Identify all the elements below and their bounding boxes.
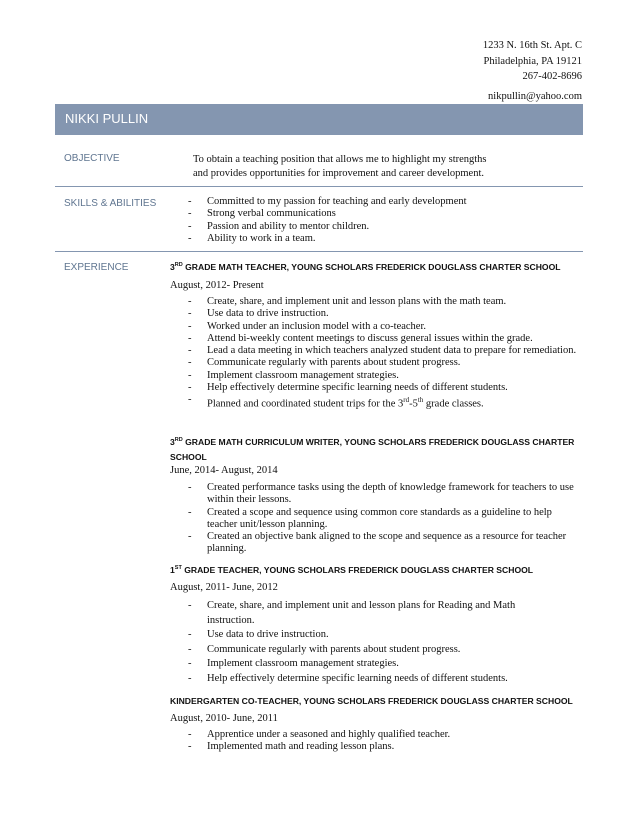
job-dates: August, 2011- June, 2012 bbox=[170, 582, 278, 593]
job-dates: August, 2010- June, 2011 bbox=[170, 713, 278, 724]
job-bullet: - Communicate regularly with parents about student progress. bbox=[188, 643, 528, 658]
job-bullet: - Created a scope and sequence using common core standards as a guideline to help teacher unit/lesson planning. bbox=[188, 507, 583, 532]
job-bullet: - Create, share, and implement unit and lesson plans with the math team. bbox=[188, 296, 583, 308]
job-title-number: 3 bbox=[170, 262, 175, 272]
skill-item: - Strong verbal communications bbox=[188, 208, 467, 220]
job-title bbox=[170, 433, 575, 465]
phone: 267-402-8696 bbox=[522, 71, 582, 82]
bullet-text: Planned and coordinated student trips for the 3 bbox=[207, 398, 404, 410]
job-bullets bbox=[188, 482, 583, 556]
job-bullet: - Created an objective bank aligned to the scope and sequence as a resource for teacher planning. bbox=[188, 531, 583, 556]
job-bullet: - Help effectively determine specific learning needs of different students. bbox=[188, 382, 583, 394]
objective-text bbox=[193, 153, 487, 181]
job-title-text: GRADE TEACHER, YOUNG SCHOLARS FREDERICK DOUGLASS CHARTER SCHOOL bbox=[181, 565, 534, 575]
skill-item: - Ability to work in a team. bbox=[188, 233, 467, 245]
job-bullets bbox=[188, 598, 528, 686]
experience-label: EXPERIENCE bbox=[64, 262, 129, 273]
contact-block bbox=[483, 38, 582, 104]
candidate-name: NIKKI PULLIN bbox=[65, 111, 149, 126]
section-divider bbox=[55, 186, 583, 187]
name-banner bbox=[55, 104, 583, 135]
job-bullet: - Use data to drive instruction. bbox=[188, 308, 583, 320]
objective-line-2: and provides opportunities for improvement and career development. bbox=[193, 168, 484, 179]
objective-label: OBJECTIVE bbox=[64, 153, 120, 164]
job-title: KINDERGARTEN CO-TEACHER, YOUNG SCHOLARS FREDERICK DOUGLASS CHARTER SCHOOL bbox=[170, 696, 573, 706]
job-bullet: - Apprentice under a seasoned and highly qualified teacher. bbox=[188, 729, 583, 741]
skill-item: - Passion and ability to mentor children. bbox=[188, 221, 467, 233]
skill-item: - Committed to my passion for teaching and early development bbox=[188, 196, 467, 208]
job-title-text: GRADE MATH CURRICULUM WRITER, YOUNG SCHOLARS FREDERICK DOUGLASS CHARTER SCHOOL bbox=[170, 436, 575, 462]
bullet-text: -5 bbox=[409, 398, 418, 410]
email: nikpullin@yahoo.com bbox=[488, 90, 582, 102]
job-title-text: GRADE MATH TEACHER, YOUNG SCHOLARS FREDERICK DOUGLASS CHARTER SCHOOL bbox=[182, 262, 561, 272]
job-title-number: 3 bbox=[170, 436, 175, 447]
job-dates: August, 2012- Present bbox=[170, 280, 264, 291]
job-bullet: - Implemented math and reading lesson plans. bbox=[188, 741, 583, 753]
job-bullet: - Lead a data meeting in which teachers analyzed student data to prepare for remediation. bbox=[188, 345, 583, 357]
job-bullet: - Help effectively determine specific learning needs of different students. bbox=[188, 672, 528, 687]
job-title bbox=[170, 565, 590, 575]
bullet-text: grade classes. bbox=[423, 398, 484, 410]
job-bullet: - Created performance tasks using the depth of knowledge framework for teachers to use within their lessons. bbox=[188, 482, 583, 507]
job-bullet bbox=[188, 394, 583, 411]
address-line-1: 1233 N. 16th St. Apt. C bbox=[482, 40, 582, 51]
section-divider bbox=[55, 251, 583, 252]
job-bullet: - Create, share, and implement unit and lesson plans for Reading and Math instruction. bbox=[188, 598, 528, 628]
job-title-number: 1 bbox=[170, 565, 175, 575]
job-bullets bbox=[188, 729, 583, 754]
job-bullet: - Communicate regularly with parents about student progress. bbox=[188, 357, 583, 369]
job-bullet: - Worked under an inclusion model with a co-teacher. bbox=[188, 321, 583, 333]
job-bullet: - Attend bi-weekly content meetings to discuss general issues within the grade. bbox=[188, 333, 583, 345]
job-title-ordinal: ST bbox=[174, 565, 182, 572]
job-dates: June, 2014- August, 2014 bbox=[170, 465, 278, 476]
bullet-ordinal: rd bbox=[403, 396, 410, 405]
job-title-ordinal: RD bbox=[174, 262, 183, 269]
bullet-ordinal: th bbox=[417, 396, 424, 405]
job-title bbox=[170, 262, 590, 272]
job-bullet: - Implement classroom management strategies. bbox=[188, 657, 528, 672]
skills-label: SKILLS & ABILITIES bbox=[64, 198, 157, 209]
skills-list bbox=[188, 196, 467, 245]
job-bullets bbox=[188, 296, 583, 411]
address-line-2: Philadelphia, PA 19121 bbox=[483, 55, 582, 67]
objective-line-1: To obtain a teaching position that allows me to highlight my strengths bbox=[193, 154, 487, 165]
job-bullet: - Implement classroom management strategies. bbox=[188, 370, 583, 382]
job-bullet: - Use data to drive instruction. bbox=[188, 628, 528, 643]
job-title-ordinal: RD bbox=[174, 437, 183, 443]
